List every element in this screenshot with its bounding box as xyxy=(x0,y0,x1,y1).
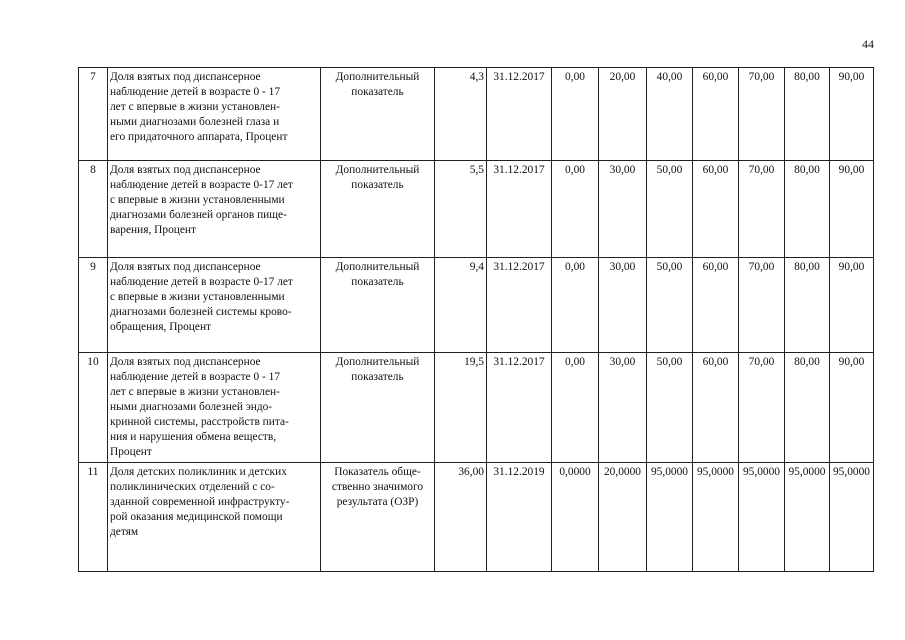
row-number-cell: 8 xyxy=(79,161,108,258)
indicator-type-line: Дополнительный xyxy=(335,356,420,368)
indicator-type-line: показатель xyxy=(351,86,404,98)
year-value-cell: 80,00 xyxy=(785,161,830,258)
year-value-cell: 80,00 xyxy=(785,258,830,353)
year-value-cell: 95,0000 xyxy=(647,463,693,572)
indicator-name-line: с впервые в жизни установленными xyxy=(110,291,285,303)
year-value-cell: 70,00 xyxy=(739,161,785,258)
indicator-name-line: кринной системы, расстройств пита- xyxy=(110,416,289,428)
year-value-cell: 0,0000 xyxy=(552,463,599,572)
base-date-cell: 31.12.2017 xyxy=(487,161,552,258)
year-value-cell: 30,00 xyxy=(599,161,647,258)
table-row xyxy=(79,161,874,258)
year-value-cell: 0,00 xyxy=(552,258,599,353)
indicator-name-line: Процент xyxy=(110,446,152,458)
year-value-cell: 20,0000 xyxy=(599,463,647,572)
indicator-type-line: ственно значимого xyxy=(331,481,424,493)
indicator-name-cell xyxy=(108,353,321,463)
year-value-cell: 95,0000 xyxy=(830,463,874,572)
year-value-cell: 60,00 xyxy=(693,161,739,258)
year-value-cell: 60,00 xyxy=(693,68,739,161)
indicator-type-line: Дополнительный xyxy=(335,71,420,83)
indicator-name-line: Доля взятых под диспансерное xyxy=(110,261,261,273)
year-value-cell: 80,00 xyxy=(785,353,830,463)
year-value-cell: 50,00 xyxy=(647,258,693,353)
year-value-cell: 90,00 xyxy=(830,353,874,463)
table-row xyxy=(79,258,874,353)
year-value-cell: 95,0000 xyxy=(739,463,785,572)
indicator-name-line: варения, Процент xyxy=(110,224,197,236)
row-number-cell: 7 xyxy=(79,68,108,161)
year-value-cell: 60,00 xyxy=(693,353,739,463)
indicator-name-line: наблюдение детей в возрасте 0 - 17 xyxy=(110,86,281,98)
indicator-name-line: его придаточного аппарата, Процент xyxy=(110,131,288,143)
year-value-cell: 90,00 xyxy=(830,161,874,258)
indicator-name-line: лет с впервые в жизни установлен- xyxy=(110,386,280,398)
indicator-name-line: диагнозами болезней органов пище- xyxy=(110,209,287,221)
base-value-cell: 9,4 xyxy=(435,258,487,353)
indicator-name-line: зданной современной инфраструкту- xyxy=(110,496,290,508)
year-value-cell: 95,0000 xyxy=(693,463,739,572)
year-value-cell: 20,00 xyxy=(599,68,647,161)
year-value-cell: 95,0000 xyxy=(785,463,830,572)
indicator-type-line: показатель xyxy=(351,179,404,191)
base-date-cell: 31.12.2019 xyxy=(487,463,552,572)
year-value-cell: 70,00 xyxy=(739,68,785,161)
indicator-name-cell xyxy=(108,258,321,353)
indicator-name-line: Доля взятых под диспансерное xyxy=(110,71,261,83)
indicator-name-cell xyxy=(108,68,321,161)
year-value-cell: 50,00 xyxy=(647,353,693,463)
indicator-type-cell xyxy=(321,353,435,463)
table-row xyxy=(79,68,874,161)
year-value-cell: 30,00 xyxy=(599,353,647,463)
indicator-type-line: показатель xyxy=(351,276,404,288)
indicators-table xyxy=(78,67,874,572)
indicator-name-cell xyxy=(108,161,321,258)
row-number-cell: 10 xyxy=(79,353,108,463)
indicator-name-line: лет с впервые в жизни установлен- xyxy=(110,101,280,113)
indicator-type-cell xyxy=(321,463,435,572)
indicator-type-line: результата (ОЗР) xyxy=(336,496,419,508)
indicator-name-line: ными диагнозами болезней глаза и xyxy=(110,116,280,128)
indicator-name-line: наблюдение детей в возрасте 0-17 лет xyxy=(110,179,293,191)
indicator-name-line: рой оказания медицинской помощи xyxy=(110,511,283,523)
year-value-cell: 50,00 xyxy=(647,161,693,258)
base-value-cell: 36,00 xyxy=(435,463,487,572)
indicator-type-line: показатель xyxy=(351,371,404,383)
indicator-name-line: ния и нарушения обмена веществ, xyxy=(110,431,277,443)
base-value-cell: 4,3 xyxy=(435,68,487,161)
indicator-type-line: Дополнительный xyxy=(335,164,420,176)
table-row xyxy=(79,353,874,463)
indicator-name-line: детям xyxy=(110,526,139,538)
year-value-cell: 60,00 xyxy=(693,258,739,353)
year-value-cell: 90,00 xyxy=(830,68,874,161)
row-number-cell: 9 xyxy=(79,258,108,353)
year-value-cell: 0,00 xyxy=(552,68,599,161)
year-value-cell: 80,00 xyxy=(785,68,830,161)
indicator-name-line: обращения, Процент xyxy=(110,321,212,333)
table-row xyxy=(79,463,874,572)
year-value-cell: 40,00 xyxy=(647,68,693,161)
indicator-name-line: наблюдение детей в возрасте 0-17 лет xyxy=(110,276,293,288)
year-value-cell: 70,00 xyxy=(739,258,785,353)
indicator-type-line: Показатель обще- xyxy=(334,466,421,478)
indicator-name-cell xyxy=(108,463,321,572)
year-value-cell: 0,00 xyxy=(552,161,599,258)
indicator-type-line: Дополнительный xyxy=(335,261,420,273)
indicator-name-line: наблюдение детей в возрасте 0 - 17 xyxy=(110,371,281,383)
base-value-cell: 5,5 xyxy=(435,161,487,258)
indicator-name-line: Доля взятых под диспансерное xyxy=(110,356,261,368)
indicator-name-line: ными диагнозами болезней эндо- xyxy=(110,401,273,413)
year-value-cell: 30,00 xyxy=(599,258,647,353)
indicator-name-line: Доля детских поликлиник и детских xyxy=(110,466,287,478)
indicator-type-cell xyxy=(321,161,435,258)
year-value-cell: 0,00 xyxy=(552,353,599,463)
year-value-cell: 90,00 xyxy=(830,258,874,353)
indicator-name-line: с впервые в жизни установленными xyxy=(110,194,285,206)
base-date-cell: 31.12.2017 xyxy=(487,68,552,161)
base-date-cell: 31.12.2017 xyxy=(487,258,552,353)
indicator-type-cell xyxy=(321,68,435,161)
base-value-cell: 19,5 xyxy=(435,353,487,463)
year-value-cell: 70,00 xyxy=(739,353,785,463)
page-number: 44 xyxy=(862,37,874,51)
indicator-name-line: поликлинических отделений с со- xyxy=(110,481,275,493)
indicator-type-cell xyxy=(321,258,435,353)
base-date-cell: 31.12.2017 xyxy=(487,353,552,463)
indicator-name-line: диагнозами болезней системы крово- xyxy=(110,306,292,318)
row-number-cell: 11 xyxy=(79,463,108,572)
indicator-name-line: Доля взятых под диспансерное xyxy=(110,164,261,176)
